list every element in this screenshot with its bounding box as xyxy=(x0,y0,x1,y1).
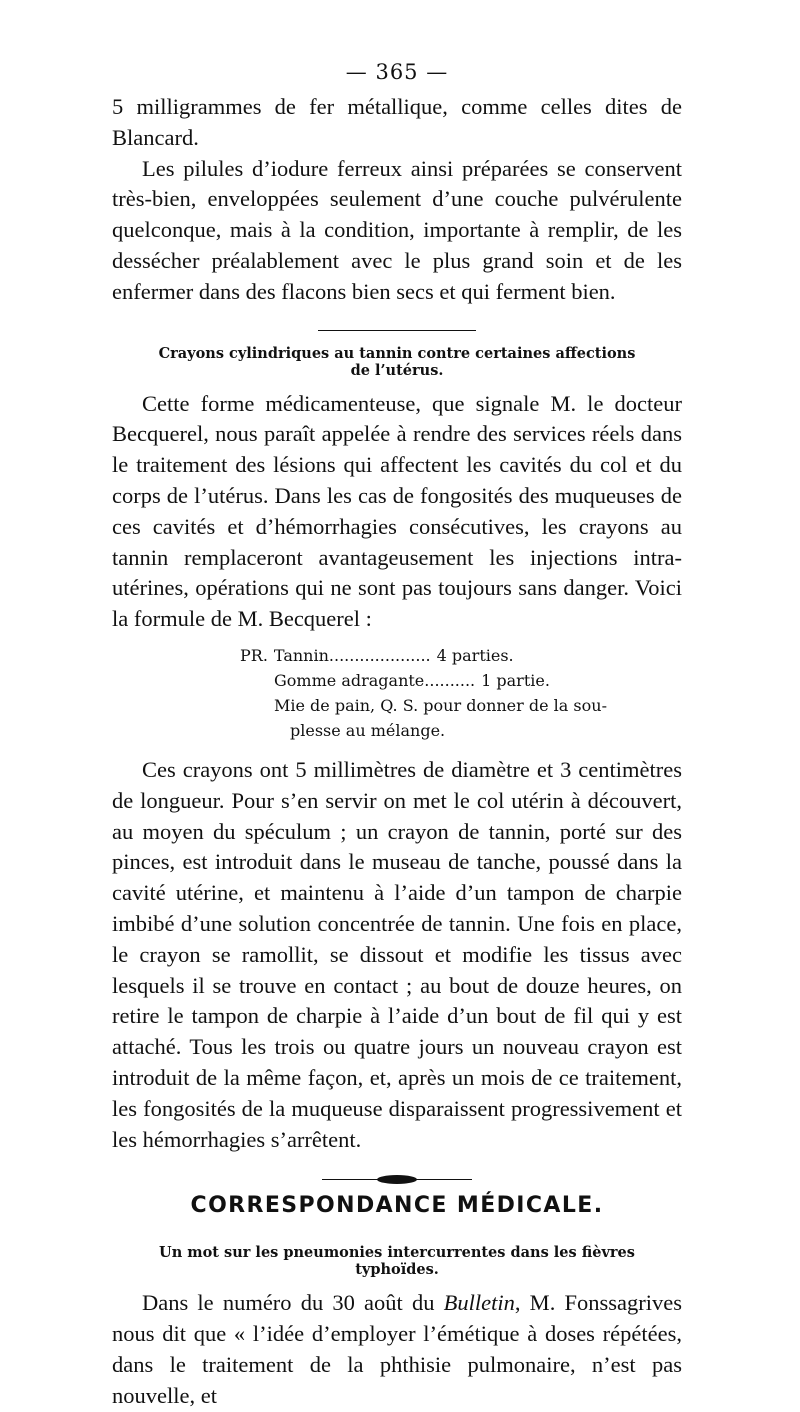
journal-title: Bulletin xyxy=(443,1290,515,1316)
section-heading-pneumonies xyxy=(112,1244,682,1278)
book-page xyxy=(112,60,682,1412)
formula-row xyxy=(240,718,682,743)
section-rule xyxy=(318,330,476,331)
paragraph-correspondance xyxy=(112,1288,682,1411)
formula-row xyxy=(240,668,682,693)
paragraph-crayons-intro: Cette forme médicamenteuse, que signale M. le docteur Becquerel, nous paraît appelée à rendre des services réels dans le traitement des lésions qui affectent les cavités du col et du corps de l’utérus. Dans les cas de fongosités des muqueuses de ces cavités et d’hémorrhagies consécutives, les crayons au tannin remplaceront avantageusement les injections intra-utérines, opérations qui ne sont pas toujours sans danger. Voici la formule de M. Becquerel : xyxy=(112,390,682,632)
formula-block xyxy=(240,643,682,743)
ornament-gem xyxy=(377,1175,417,1184)
text-run: , M. Fonssagrives nous dit que « l’idée d’employer l’émétique à doses répétées, dans le traitement de la phthisie pulmonaire, n’est pas nouvelle, et xyxy=(112,1290,682,1408)
formula-quantity: 1 partie. xyxy=(481,670,550,690)
formula-row xyxy=(240,643,682,668)
formula-leader: .................... xyxy=(328,645,431,665)
formula-ingredient: plesse au mélange. xyxy=(290,720,446,740)
section-heading-line: Crayons cylindriques au tannin contre certaines affections xyxy=(158,344,636,362)
section-heading-line: typhoïdes. xyxy=(355,1261,439,1279)
section-title-correspondance: CORRESPONDANCE MÉDICALE. xyxy=(190,1193,604,1219)
page-number: — 365 — xyxy=(345,60,449,84)
formula-ingredient: Mie de pain, Q. S. pour donner de la sou- xyxy=(274,695,607,715)
formula-ingredient: Gomme adragante xyxy=(274,670,425,690)
section-heading-crayons xyxy=(112,345,682,379)
paragraph-pills: Les pilules d’iodure ferreux ainsi préparées se conservent très-bien, enveloppées seulement d’une couche pulvérulente quelconque, mais à la condition, importante à remplir, de les dessécher préalablement avec le plus grand soin et de les enfermer dans des flacons bien secs et qui ferment bien. xyxy=(112,155,682,304)
paragraph-crayons-usage: Ces crayons ont 5 millimètres de diamètre et 3 centimètres de longueur. Pour s’en servir on met le col utérin à découvert, au moyen du spéculum ; un crayon de tannin, porté sur des pinces, est introduit dans le museau de tanche, poussé dans la cavité utérine, et maintenu à l’aide d’un tampon de charpie imbibé d’une solution concentrée de tannin. Une fois en place, le crayon se ramollit, se dissout et modifie les tissus avec lesquels il se trouve en contact ; au bout de douze heures, on retire le tampon de charpie à l’aide d’un bout de fil qui y est attaché. Tous les trois ou quatre jours un nouveau crayon est introduit de la même façon, et, après un mois de ce traitement, les fongosités de la muqueuse disparaissent progressivement et les hémorrhagies s’arrêtent. xyxy=(112,756,682,1152)
formula-row xyxy=(240,693,682,718)
section-heading-line: de l’utérus. xyxy=(350,361,444,379)
formula-leader: .......... xyxy=(424,670,476,690)
section-heading-line: Un mot sur les pneumonies intercurrentes dans les fièvres xyxy=(159,1244,635,1262)
formula-ingredient: Tannin xyxy=(273,645,329,665)
formula-quantity: 4 parties. xyxy=(436,645,514,665)
formula-prefix: PR. xyxy=(240,645,268,665)
text-run: Dans le numéro du 30 août du xyxy=(142,1290,444,1316)
ornament-divider xyxy=(322,1175,472,1185)
paragraph-continued: 5 milligrammes de fer métallique, comme celles dites de Blancard. xyxy=(112,94,682,150)
